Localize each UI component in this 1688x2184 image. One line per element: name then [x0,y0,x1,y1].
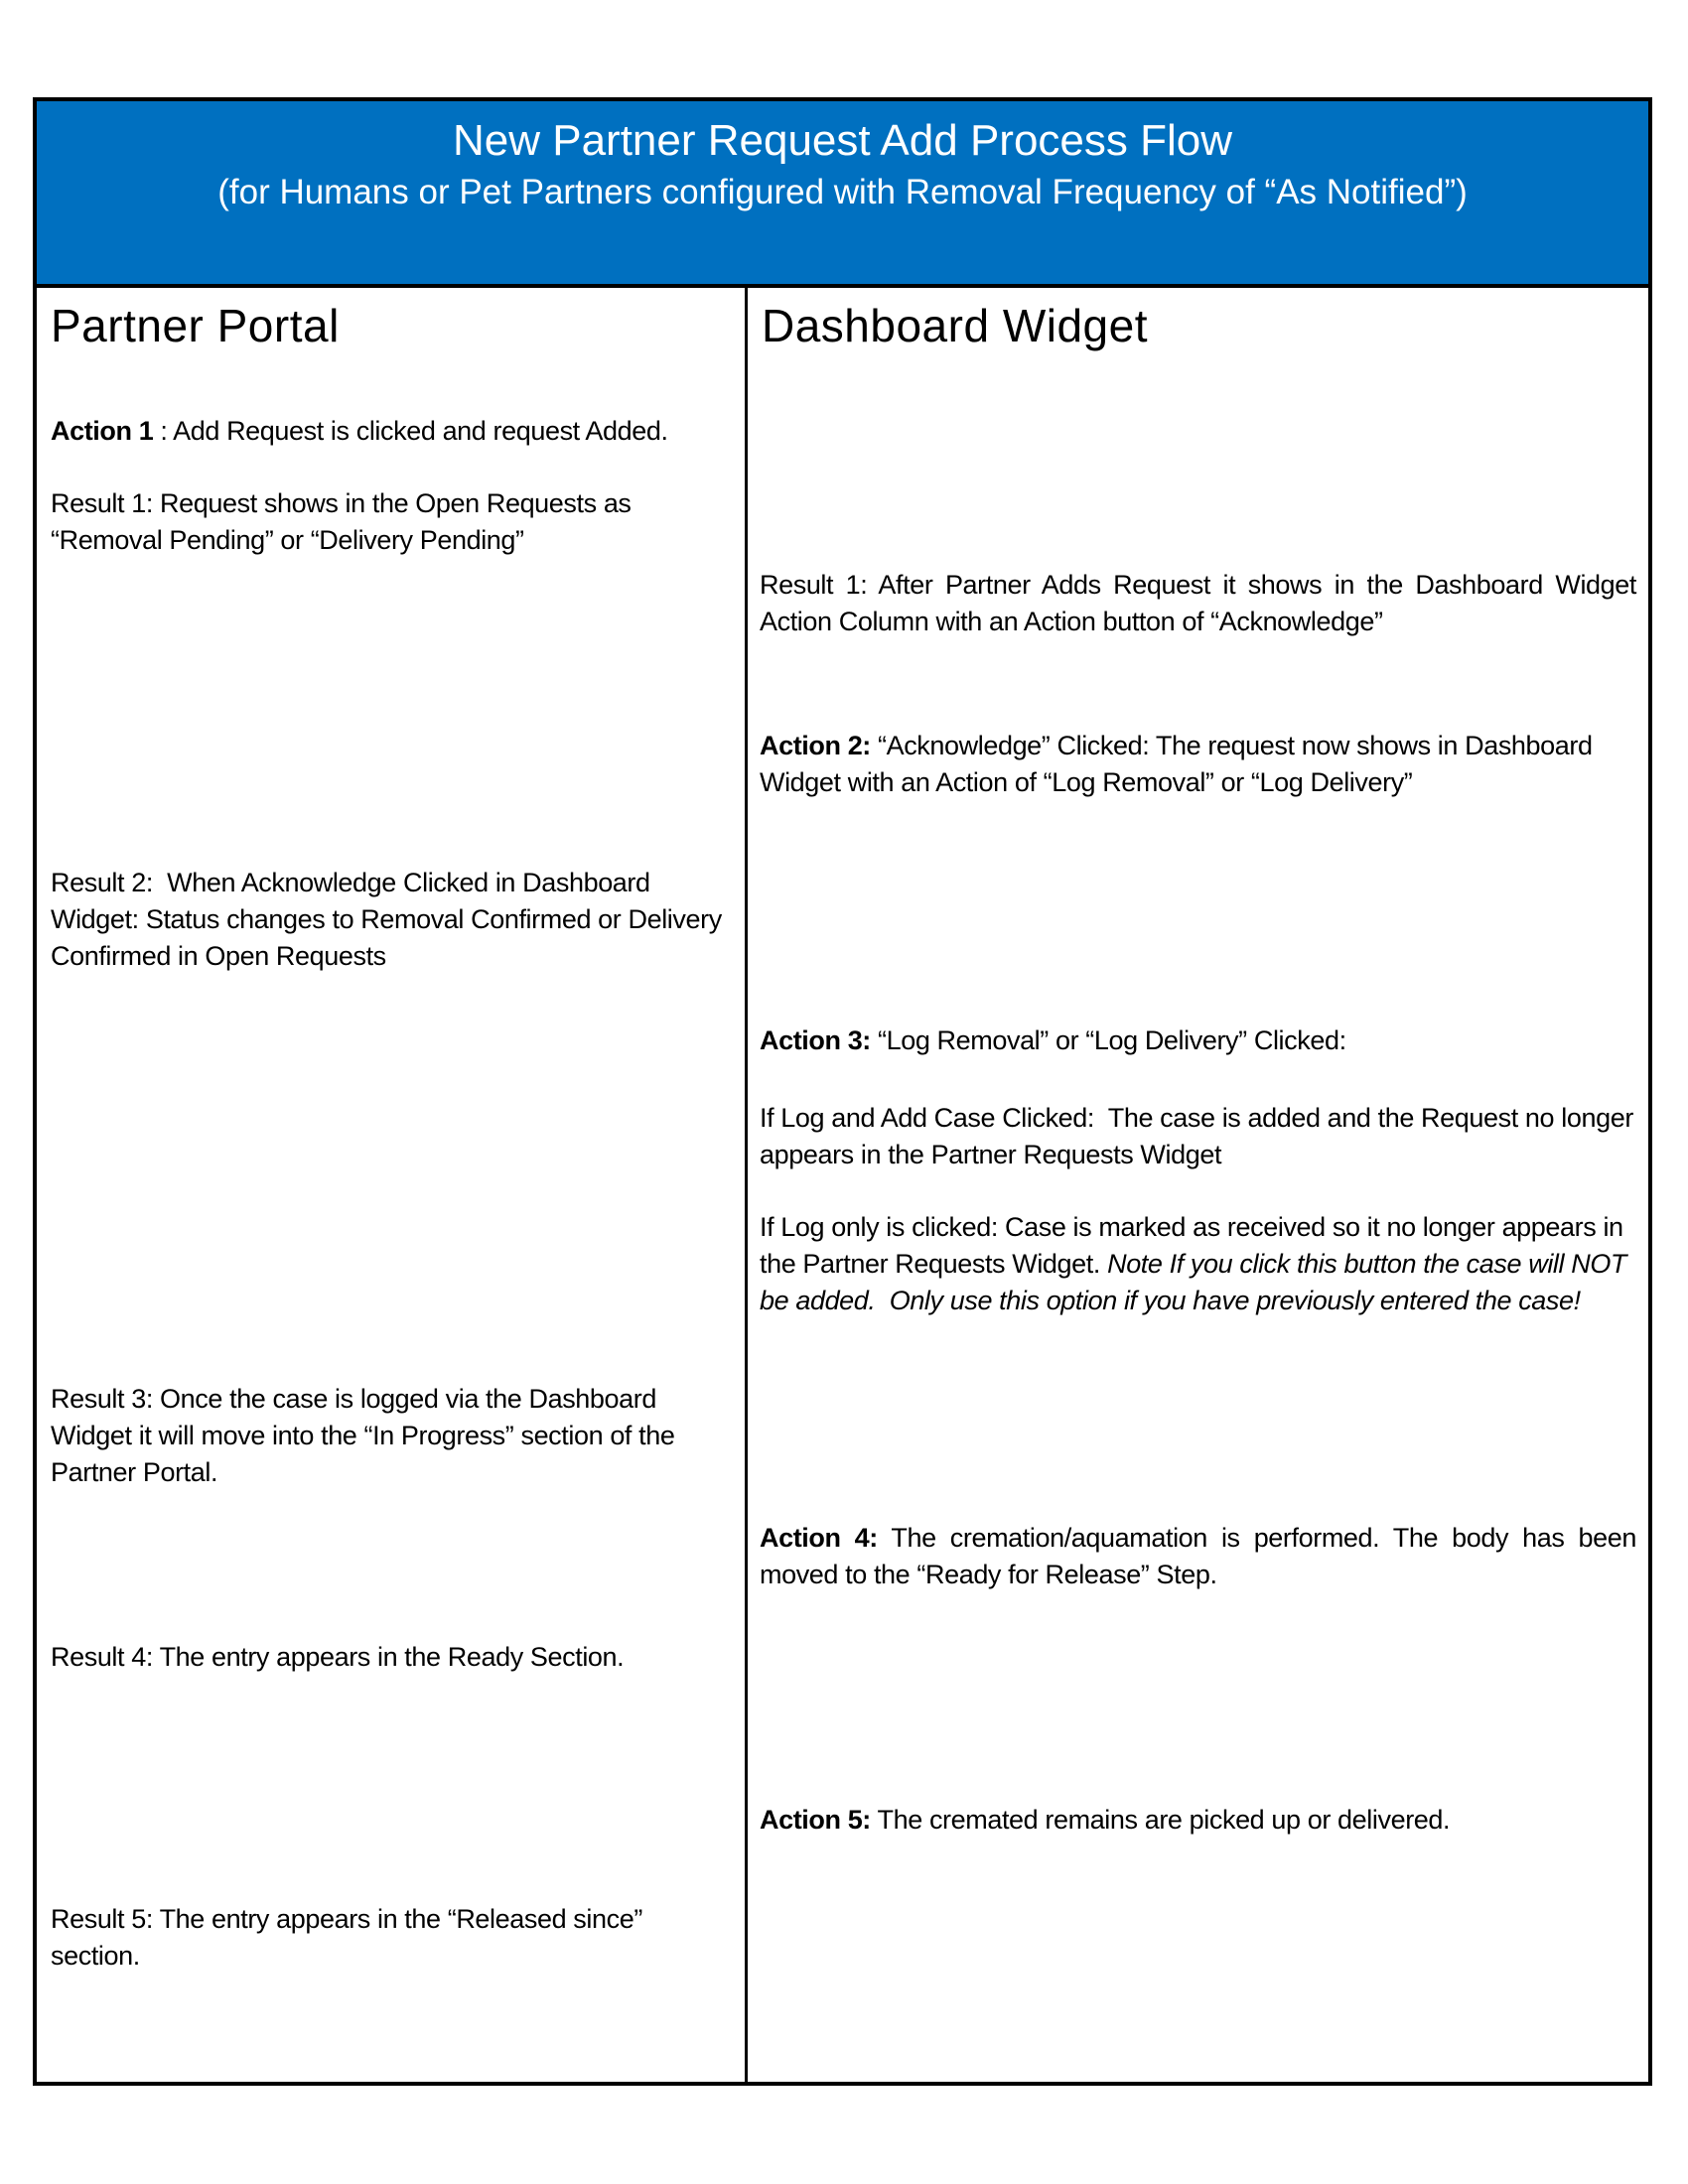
dashboard-result-1-text: Result 1: After Partner Adds Request it shows in the Dashboard Widget Action Column with an Action button of “Acknowledge” [760,570,1642,636]
result-5-paragraph [51,1901,729,1975]
log-and-add-case-paragraph [760,1100,1641,1173]
action-2-paragraph [760,728,1636,801]
result-3-paragraph [51,1381,729,1491]
process-flow-table [33,97,1652,2086]
action-4-paragraph [760,1520,1644,1593]
action-1-label: Action 1 [51,416,154,446]
action-3-label: Action 3: [760,1025,871,1055]
result-5-text: Result 5: The entry appears in the “Released since” section. [51,1904,650,1971]
log-only-note-italic: Note If you click this button the case will NOT be added. Only use this option if you have previously entered the case! [760,1249,1634,1315]
result-2-paragraph [51,865,729,975]
action-4-text: The cremation/aquamation is performed. The body has been moved to the “Ready for Release” Step. [760,1523,1644,1589]
result-1-paragraph [51,485,729,559]
result-4-paragraph [51,1639,729,1676]
log-only-text: If Log only is clicked: Case is marked as received so it no longer appears in the Partner Requests Widget. [760,1212,1630,1279]
action-5-label: Action 5: [760,1805,871,1835]
partner-portal-column [37,288,748,2082]
title-banner [37,101,1648,288]
result-4-text: Result 4: The entry appears in the Ready Section. [51,1642,625,1672]
document-title: New Partner Request Add Process Flow [452,116,1233,165]
log-and-add-case-text: If Log and Add Case Clicked: The case is added and the Request no longer appears in the Partner Requests Widget [760,1103,1641,1169]
dashboard-widget-column [748,288,1648,2082]
result-1-text: Result 1: Request shows in the Open Requests as “Removal Pending” or “Delivery Pending” [51,488,638,555]
partner-portal-header: Partner Portal [51,300,340,351]
table-body [37,288,1648,2082]
action-2-text: “Acknowledge” Clicked: The request now shows in Dashboard Widget with an Action of “Log Removal” or “Log Delivery” [760,731,1600,797]
document-subtitle: (for Humans or Pet Partners configured with Removal Frequency of “As Notified”) [217,173,1468,211]
result-3-text: Result 3: Once the case is logged via the Dashboard Widget it will move into the “In Progress” section of the Partner Portal. [51,1384,682,1487]
action-5-paragraph [760,1802,1636,1839]
action-2-label: Action 2: [760,731,871,760]
action-3-text: “Log Removal” or “Log Delivery” Clicked: [870,1025,1346,1055]
action-1-text: : Add Request is clicked and request Added. [153,416,668,446]
action-4-label: Action 4: [760,1523,878,1553]
action-3-paragraph [760,1023,1636,1059]
action-5-text: The cremated remains are picked up or delivered. [870,1805,1451,1835]
dashboard-widget-header: Dashboard Widget [762,300,1148,351]
action-1-paragraph [51,413,729,450]
result-2-text: Result 2: When Acknowledge Clicked in Dashboard Widget: Status changes to Removal Confirmed or Delivery Confirmed in Open Requests [51,868,729,971]
log-only-paragraph [760,1209,1636,1319]
dashboard-result-1-paragraph [760,567,1642,640]
